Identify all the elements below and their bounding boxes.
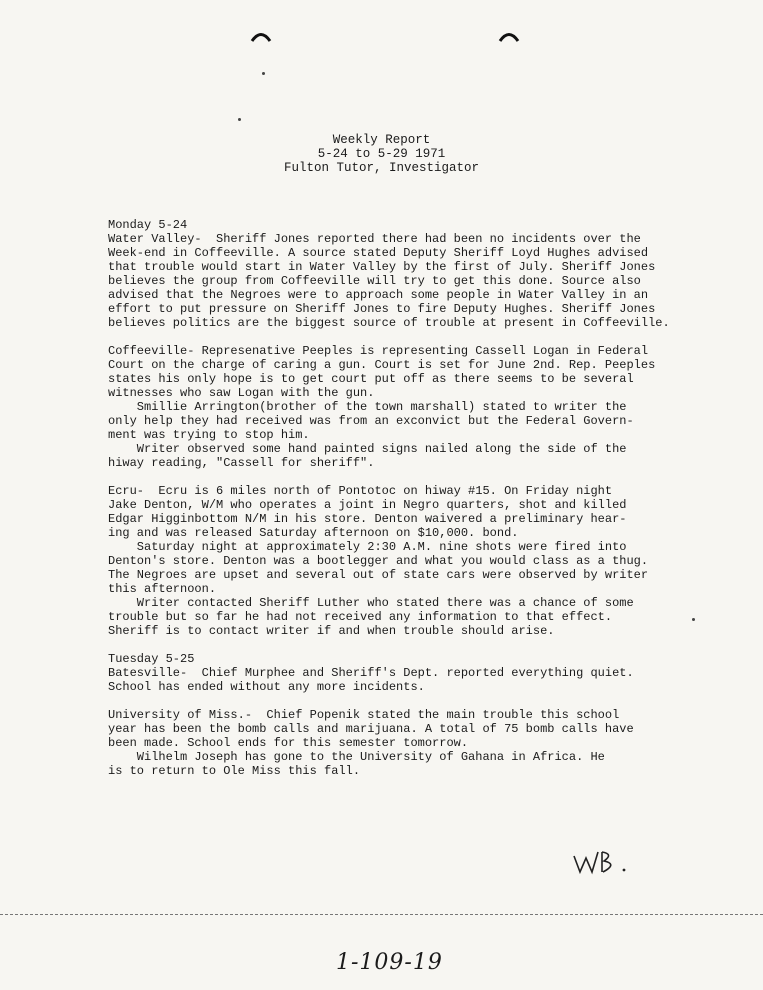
text-line: Tuesday 5-25 bbox=[108, 652, 195, 666]
report-header bbox=[0, 133, 763, 175]
text-line: Writer observed some hand painted signs nailed along the side of the bbox=[108, 442, 627, 456]
paragraph-gap bbox=[108, 638, 648, 652]
text-line: Monday 5-24 bbox=[108, 218, 188, 232]
text-line: Writer contacted Sheriff Luther who stated there was a chance of some bbox=[108, 596, 634, 610]
text-line: year has been the bomb calls and marijuana. A total of 75 bomb calls have bbox=[108, 722, 634, 736]
text-line: Smillie Arrington(brother of the town marshall) stated to writer the bbox=[108, 400, 627, 414]
punch-hole-mark bbox=[498, 30, 520, 42]
text-line: Jake Denton, W/M who operates a joint in Negro quarters, shot and killed bbox=[108, 498, 627, 512]
text-line: effort to put pressure on Sheriff Jones to fire Deputy Hughes. Sheriff Jones bbox=[108, 302, 656, 316]
text-line: Court on the charge of caring a gun. Court is set for June 2nd. Rep. Peeples bbox=[108, 358, 656, 372]
text-line: Sheriff is to contact writer if and when trouble should arise. bbox=[108, 624, 555, 638]
text-line: The Negroes are upset and several out of state cars were observed by writer bbox=[108, 568, 649, 582]
paper-speck bbox=[692, 618, 695, 621]
handwritten-initials bbox=[572, 846, 632, 876]
text-line: Saturday night at approximately 2:30 A.M. nine shots were fired into bbox=[108, 540, 627, 554]
report-title: Weekly Report bbox=[332, 133, 431, 147]
text-line: Water Valley- Sheriff Jones reported there had been no incidents over the bbox=[108, 232, 641, 246]
text-line: hiway reading, "Cassell for sheriff". bbox=[108, 456, 375, 470]
report-author: Fulton Tutor, Investigator bbox=[283, 161, 480, 175]
paragraph-gap bbox=[108, 330, 648, 344]
text-line: that trouble would start in Water Valley by the first of July. Sheriff Jones bbox=[108, 260, 656, 274]
text-line: this afternoon. bbox=[108, 582, 217, 596]
text-line: only help they had received was from an exconvict but the Federal Govern- bbox=[108, 414, 634, 428]
report-dates: 5-24 to 5-29 1971 bbox=[317, 147, 446, 161]
text-line: ing and was released Saturday afternoon on $10,000. bond. bbox=[108, 526, 519, 540]
text-line: Coffeeville- Represenative Peeples is representing Cassell Logan in Federal bbox=[108, 344, 649, 358]
text-line: University of Miss.- Chief Popenik stated the main trouble this school bbox=[108, 708, 620, 722]
text-line: witnesses who saw Logan with the gun. bbox=[108, 386, 375, 400]
page-divider bbox=[0, 914, 763, 916]
text-line: been made. School ends for this semester tomorrow. bbox=[108, 736, 469, 750]
paper-speck bbox=[238, 118, 241, 121]
text-line: states his only hope is to get court put off as there seems to be several bbox=[108, 372, 634, 386]
document-number: 1-109-19 bbox=[336, 950, 443, 975]
text-line: ment was trying to stop him. bbox=[108, 428, 310, 442]
text-line: advised that the Negroes were to approach some people in Water Valley in an bbox=[108, 288, 649, 302]
text-line: trouble but so far he had not received any information to that effect. bbox=[108, 610, 613, 624]
report-body bbox=[108, 218, 670, 778]
text-line: Batesville- Chief Murphee and Sheriff's Dept. reported everything quiet. bbox=[108, 666, 634, 680]
paragraph-gap bbox=[108, 694, 648, 708]
text-line: Week-end in Coffeeville. A source stated Deputy Sheriff Loyd Hughes advised bbox=[108, 246, 649, 260]
text-line: Wilhelm Joseph has gone to the University of Gahana in Africa. He bbox=[108, 750, 605, 764]
punch-hole-mark bbox=[250, 30, 272, 42]
text-line: believes politics are the biggest source of trouble at present in Coffeeville. bbox=[108, 316, 670, 330]
text-line: is to return to Ole Miss this fall. bbox=[108, 764, 361, 778]
paragraph-gap bbox=[108, 470, 648, 484]
paper-speck bbox=[262, 72, 265, 75]
text-line: believes the group from Coffeeville will try to get this done. Source also bbox=[108, 274, 641, 288]
text-line: Ecru- Ecru is 6 miles north of Pontotoc on hiway #15. On Friday night bbox=[108, 484, 613, 498]
text-line: School has ended without any more incidents. bbox=[108, 680, 425, 694]
text-line: Denton's store. Denton was a bootlegger and what you would class as a thug. bbox=[108, 554, 649, 568]
text-line: Edgar Higginbottom N/M in his store. Denton waivered a preliminary hear- bbox=[108, 512, 627, 526]
